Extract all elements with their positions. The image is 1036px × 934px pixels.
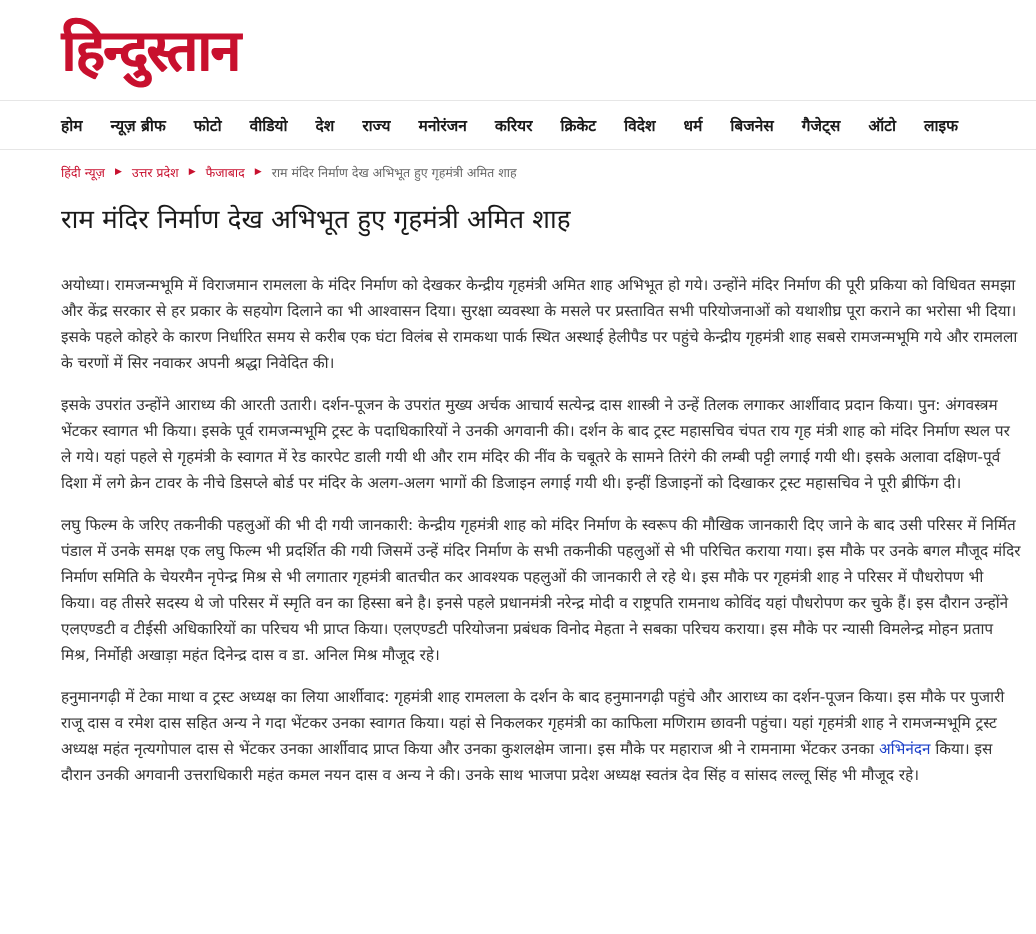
abhinandan-link[interactable]: अभिनंदन <box>878 740 931 758</box>
nav-item-religion[interactable]: धर्म <box>683 117 703 135</box>
nav-item-lifestyle[interactable]: लाइफ <box>924 117 959 135</box>
nav-item-entertainment[interactable]: मनोरंजन <box>418 117 467 135</box>
breadcrumb <box>61 162 517 182</box>
article-paragraph-3: लघु फिल्म के जरिए तकनीकी पहलुओं की भी दी गयी जानकारी: केन्द्रीय गृहमंत्री शाह को मंदिर निर्माण के स्वरूप की मौखिक जानकारी दिए जाने के बाद उसी परिसर में निर्मित पंडाल में उनके समक्ष एक लघु फिल्म भी प्रदर्शित की गयी जिसमें उन्हें मंदिर निर्माण के सभी तकनीकी पहलुओं से भी परिचित कराया गया। इस मौके पर उनके बगल मौजूद मंदिर निर्माण समिति के चेयरमैन नृपेन्द्र मिश्र से भी लगातार गृहमंत्री बातचीत कर आवश्यक पहलुओं की जानकारी ले रहे थे। इस मौके पर गृहमंत्री शाह ने परिसर में पौधरोपण भी किया। वह तीसरे सदस्य थे जो परिसर में स्मृति वन का हिस्सा बने है। इनसे पहले प्रधानमंत्री नरेन्द्र मोदी व राष्ट्रपति रामनाथ कोविंद यहां पौधरोपण कर चुके हैं। इस दौरान उन्होंने एलएण्डटी व टीईसी अधिकारियों का परिचय भी प्राप्त किया। एलएण्डटी परियोजना प्रबंधक विनोद मेहता ने सबका परिचय कराया। इस मौके पर न्यासी विमलेन्द्र मोहन प्रताप मिश्र, निर्मोही अखाड़ा महंत दिनेन्द्र दास व डा. अनिल मिश्र मौजूद रहे। <box>61 516 1021 664</box>
nav-item-news-brief[interactable]: न्यूज़ ब्रीफ <box>110 117 166 135</box>
breadcrumb-hindi-news[interactable]: हिंदी न्यूज़ <box>61 164 105 180</box>
nav-item-gadgets[interactable]: गैजेट्स <box>801 117 841 135</box>
nav-item-business[interactable]: बिजनेस <box>730 117 774 135</box>
nav-item-career[interactable]: करियर <box>494 117 533 135</box>
article-body <box>61 272 1021 804</box>
article-paragraph-1: अयोध्या। रामजन्मभूमि में विराजमान रामलला के मंदिर निर्माण को देखकर केन्द्रीय गृहमंत्री अमित शाह अभिभूत हो गये। उन्होंने मंदिर निर्माण की पूरी प्रकिया को विधिवत समझा और केंद्र सरकार से हर प्रकार के सहयोग दिलाने का भी आश्वासन दिया। सुरक्षा व्यवस्था के मसले पर प्रस्तावित सभी परियोजनाओं को यथाशीघ्र पूरा कराने का भरोसा भी दिया। इसके पहले कोहरे के कारण निर्धारित समय से करीब एक घंटा विलंब से रामकथा पार्क स्थित अस्थाई हेलीपैड पर पहुंचे केन्द्रीय गृहमंत्री शाह सबसे रामजन्मभूमि गये और रामलला के चरणों में सिर नवाकर अपनी श्रद्धा निवेदित की। <box>61 276 1018 372</box>
breadcrumb-uttar-pradesh[interactable]: उत्तर प्रदेश <box>131 164 179 180</box>
page-title: राम मंदिर निर्माण देख अभिभूत हुए गृहमंत्री अमित शाह <box>61 205 571 235</box>
logo-text: हिन्दुस्तान <box>62 16 240 84</box>
main-nav <box>0 100 1036 150</box>
chevron-right-icon: ▶ <box>188 167 196 177</box>
breadcrumb-current: राम मंदिर निर्माण देख अभिभूत हुए गृहमंत्री अमित शाह <box>271 164 517 180</box>
breadcrumb-faizabad[interactable]: फैजाबाद <box>205 164 245 180</box>
nav-item-auto[interactable]: ऑटो <box>868 117 897 135</box>
nav-item-home[interactable]: होम <box>61 117 83 135</box>
article-paragraph-4 <box>61 684 1021 788</box>
nav-item-world[interactable]: विदेश <box>624 117 656 135</box>
nav-items <box>61 101 958 149</box>
nav-item-state[interactable]: राज्य <box>362 117 391 135</box>
paragraph-4-text-after: किया। इस दौरान उनकी अगवानी उत्तराधिकारी महंत कमल नयन दास व अन्य ने की। उनके साथ भाजपा प्रदेश अध्यक्ष स्वतंत्र देव सिंह व सांसद लल्लू सिंह भी मौजूद रहे। <box>61 740 993 784</box>
nav-item-country[interactable]: देश <box>315 117 335 135</box>
chevron-right-icon: ▶ <box>114 167 122 177</box>
nav-item-cricket[interactable]: क्रिकेट <box>560 117 597 135</box>
paragraph-4-text-before: हनुमानगढ़ी में टेका माथा व ट्रस्ट अध्यक्ष का लिया आर्शीवाद: गृहमंत्री शाह रामलला के दर्शन के बाद हनुमानगढ़ी पहुंचे और आराध्य का दर्शन-पूजन किया। इस मौके पर पुजारी राजू दास व रमेश दास सहित अन्य ने गदा भेंटकर उनका स्वागत किया। यहां से निकलकर गृहमंत्री का काफिला मणिराम छावनी पहुंचा। यहां गृहमंत्री शाह ने रामजन्मभूमि ट्रस्ट अध्यक्ष महंत नृत्यगोपाल दास से भेंटकर उनका आर्शीवाद प्राप्त किया और उनका कुशलक्षेम जाना। इस मौके पर महाराज श्री ने रामनामा भेंटकर उनका <box>61 688 1005 758</box>
site-logo[interactable] <box>62 12 240 88</box>
nav-item-video[interactable]: वीडियो <box>249 117 288 135</box>
chevron-right-icon: ▶ <box>254 167 262 177</box>
article-paragraph-2: इसके उपरांत उन्होंने आराध्य की आरती उतारी। दर्शन-पूजन के उपरांत मुख्य अर्चक आचार्य सत्येन्द्र दास शास्त्री ने उन्हें तिलक लगाकर आर्शीवाद प्रदान किया। पुन: अंगवस्त्रम भेंटकर स्वागत भी किया। इसके पूर्व रामजन्मभूमि ट्रस्ट के पदाधिकारियों ने उनकी अगवानी की। दर्शन के बाद ट्रस्ट महासचिव चंपत राय गृह मंत्री शाह को मंदिर निर्माण स्थल पर ले गये। यहां पहले से गृहमंत्री के स्वागत में रेड कारपेट डाली गयी थी और राम मंदिर की नींव के चबूतरे के सामने तिरंगे की लम्बी पट्टी लगाई गयी थी। इसके अलावा दक्षिण-पूर्व दिशा में लगे क्रेन टावर के नीचे डिसप्ले बोर्ड पर मंदिर के अलग-अलग भागों की डिजाइन लगाई गयी थी। इन्हीं डिजाइनों को दिखाकर ट्रस्ट महासचिव ने पूरी ब्रीफिंग दी। <box>61 396 1010 492</box>
nav-item-photo[interactable]: फोटो <box>193 117 222 135</box>
